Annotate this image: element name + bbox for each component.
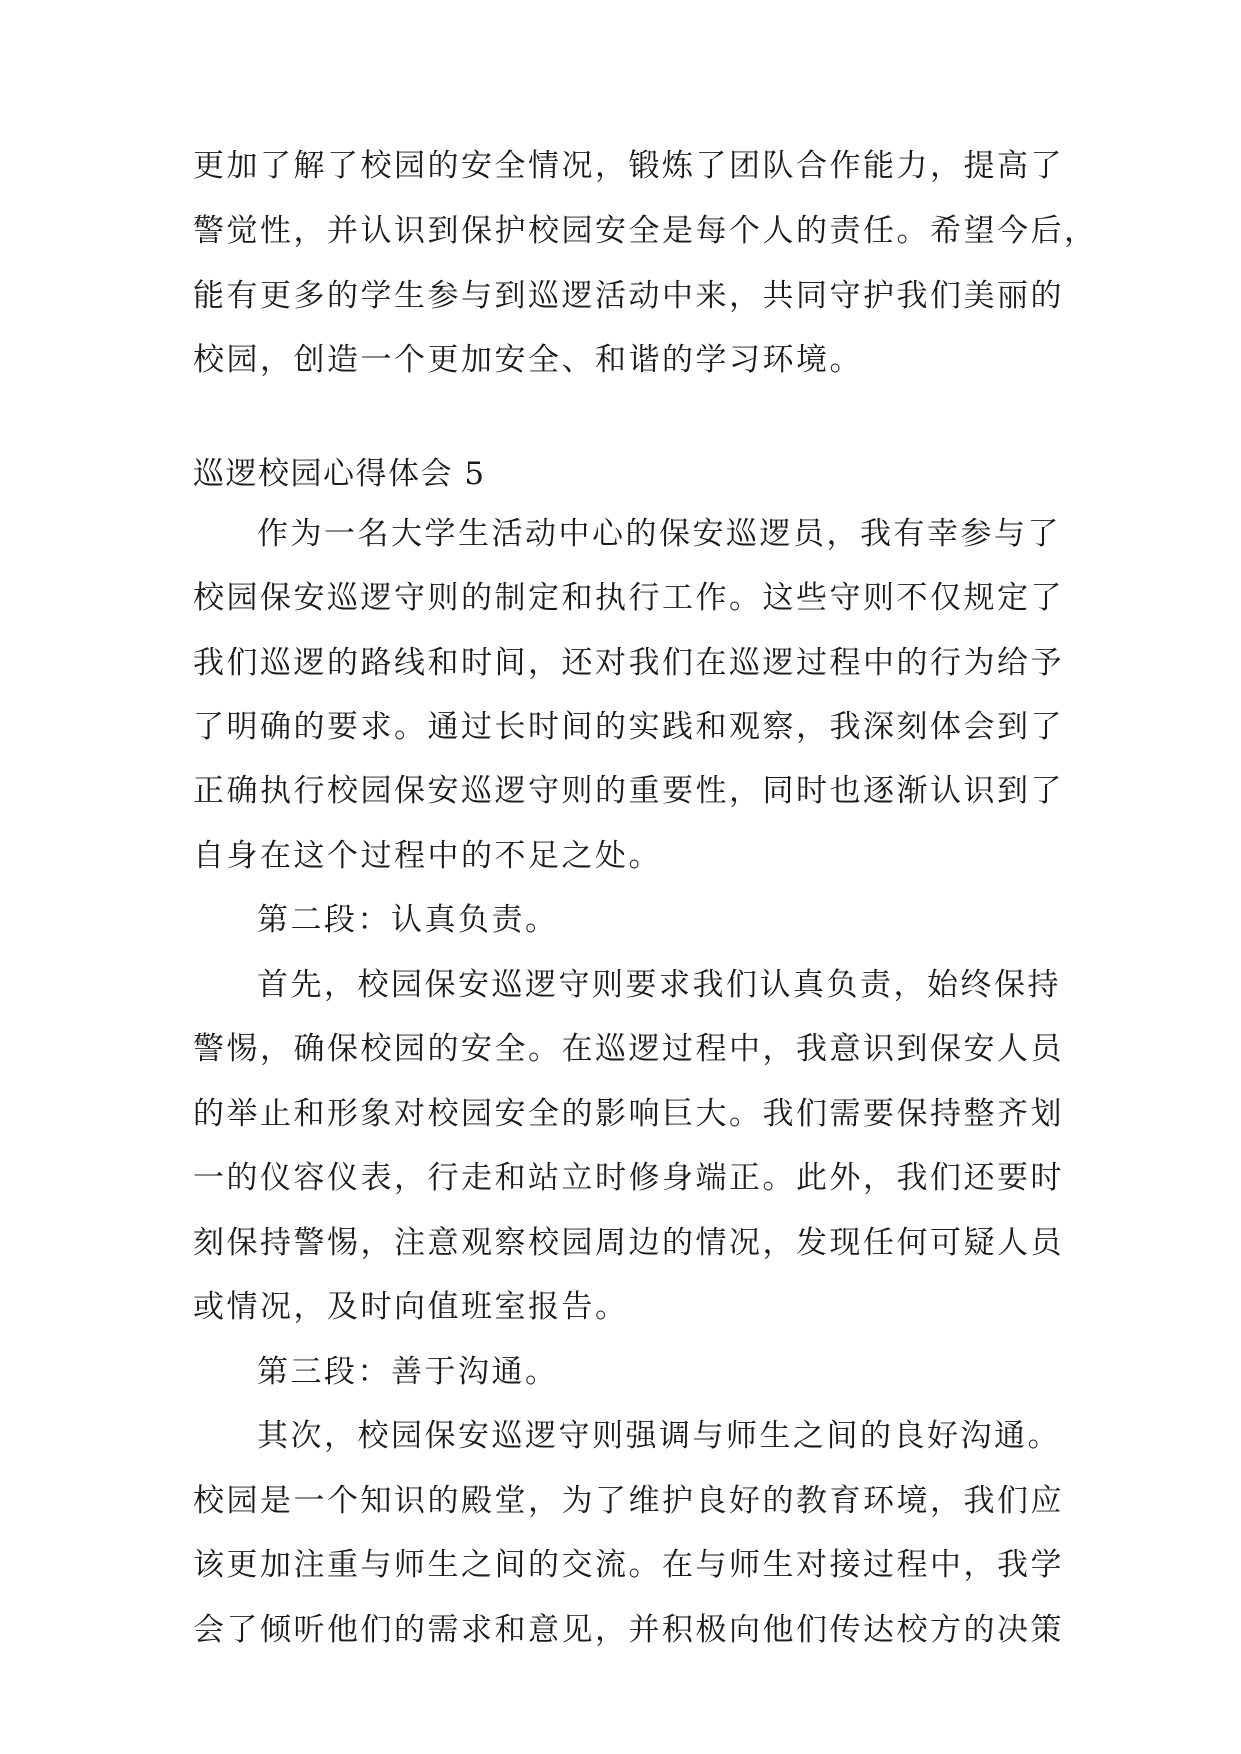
paragraph-line: 警惕，确保校园的安全。在巡逻过程中，我意识到保安人员 (193, 1031, 1064, 1067)
paragraph-line: 或情况，及时向值班室报告。 (193, 1289, 629, 1325)
paragraph-line: 了明确的要求。通过长时间的实践和观察，我深刻体会到了 (193, 709, 1064, 745)
paragraph-line: 自身在这个过程中的不足之处。 (193, 838, 662, 874)
paragraph-line: 一的仪容仪表，行走和站立时修身端正。此外，我们还要时 (193, 1160, 1064, 1196)
section-title: 巡逻校园心得体会 5 (193, 456, 486, 492)
paragraph-line: 首先，校园保安巡逻守则要求我们认真负责，始终保持 (257, 967, 1061, 1003)
paragraph-line: 更加了解了校园的安全情况，锻炼了团队合作能力，提高了 (193, 148, 1064, 184)
paragraph-line: 我们巡逻的路线和时间，还对我们在巡逻过程中的行为给予 (193, 645, 1064, 681)
paragraph-line: 该更加注重与师生之间的交流。在与师生对接过程中，我学 (193, 1547, 1064, 1583)
part3-heading: 第三段：善于沟通。 (257, 1354, 559, 1390)
paragraph-line: 校园是一个知识的殿堂，为了维护良好的教育环境，我们应 (193, 1483, 1064, 1519)
paragraph-line: 警觉性，并认识到保护校园安全是每个人的责任。希望今后， (193, 213, 1098, 249)
part2-heading: 第二段：认真负责。 (257, 902, 559, 938)
paragraph-line: 作为一名大学生活动中心的保安巡逻员，我有幸参与了 (257, 516, 1061, 552)
paragraph-line: 其次，校园保安巡逻守则强调与师生之间的良好沟通。 (257, 1418, 1061, 1454)
paragraph-line: 能有更多的学生参与到巡逻活动中来，共同守护我们美丽的 (193, 278, 1064, 314)
paragraph-line: 的举止和形象对校园安全的影响巨大。我们需要保持整齐划 (193, 1096, 1064, 1132)
paragraph-line: 正确执行校园保安巡逻守则的重要性，同时也逐渐认识到了 (193, 773, 1064, 809)
paragraph-line: 会了倾听他们的需求和意见，并积极向他们传达校方的决策 (193, 1612, 1064, 1648)
paragraph-line: 校园保安巡逻守则的制定和执行工作。这些守则不仅规定了 (193, 580, 1064, 616)
paragraph-line: 刻保持警惕，注意观察校园周边的情况，发现任何可疑人员 (193, 1225, 1064, 1261)
paragraph-line: 校园，创造一个更加安全、和谐的学习环境。 (193, 342, 863, 378)
